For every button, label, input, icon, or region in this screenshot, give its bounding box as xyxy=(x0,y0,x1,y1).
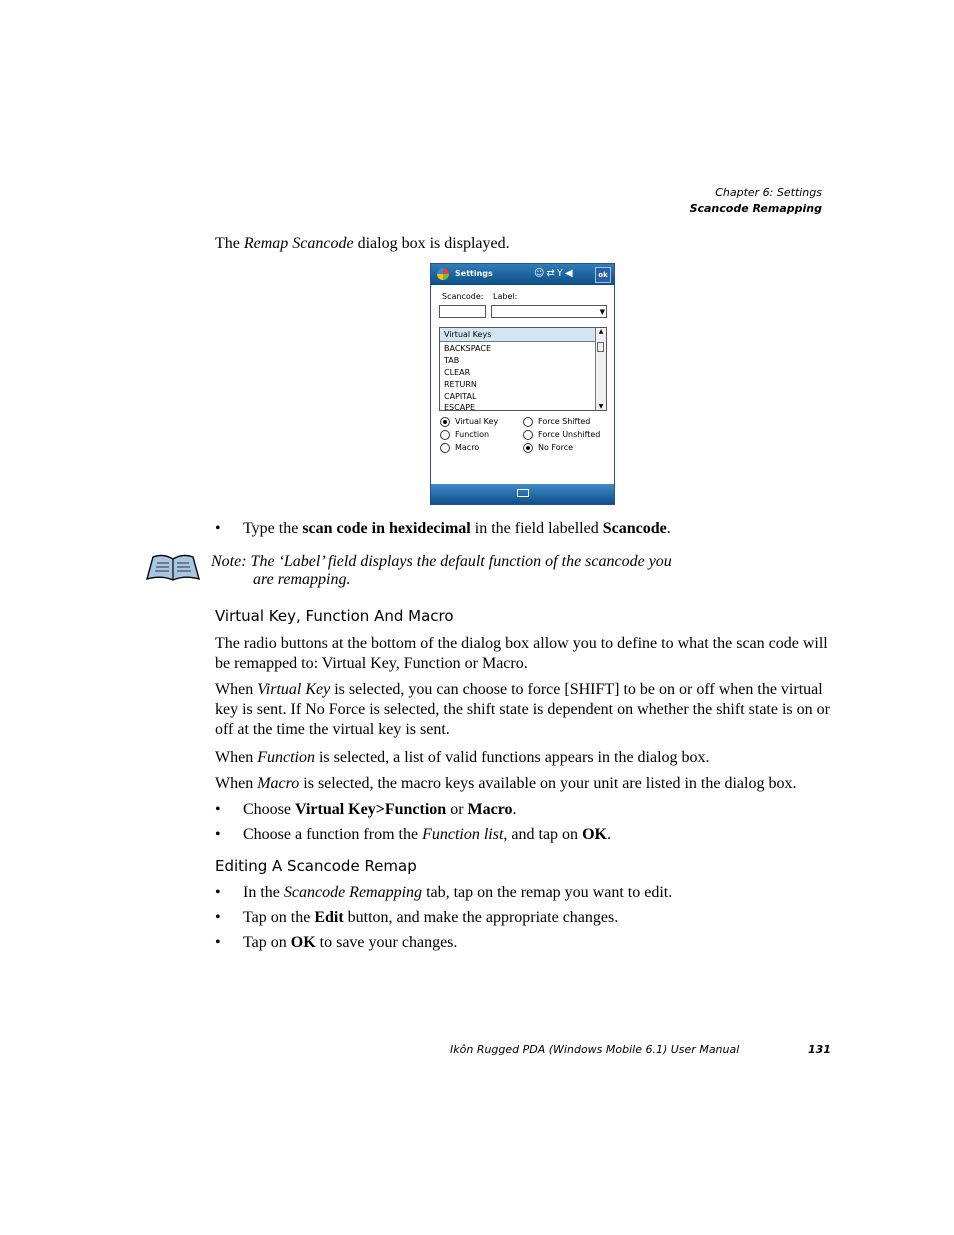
radio-icon xyxy=(440,443,450,453)
bullet-text: Choose a function from the Function list, and tap on OK. xyxy=(243,826,611,843)
radio-label: No Force xyxy=(538,443,574,452)
radio-selected-icon xyxy=(523,443,533,453)
note-line-2: are remapping. xyxy=(253,571,351,588)
radio-icon xyxy=(523,417,533,427)
bullet-dot: • xyxy=(215,826,221,843)
chevron-down-icon: ▼ xyxy=(599,308,605,316)
scrollbar-thumb[interactable] xyxy=(597,342,604,352)
bullet-text: In the Scancode Remapping tab, tap on the remap you want to edit. xyxy=(243,884,673,901)
section-heading-editing: Editing A Scancode Remap xyxy=(215,857,417,875)
section-heading-virtual-key: Virtual Key, Function And Macro xyxy=(215,607,454,625)
bullet-dot: • xyxy=(215,909,221,926)
radio-label: Force Shifted xyxy=(538,417,591,426)
list-scrollbar[interactable] xyxy=(595,328,606,410)
bullet-dot: • xyxy=(215,934,221,951)
virtual-keys-list[interactable] xyxy=(439,327,607,411)
device-screenshot xyxy=(430,263,615,505)
bullet-text: Type the scan code in hexidecimal in the field labelled Scancode. xyxy=(243,520,671,537)
bullet-text: Choose Virtual Key>Function or Macro. xyxy=(243,801,517,818)
scancode-label: Scancode: xyxy=(442,292,484,301)
list-item[interactable]: CAPITAL xyxy=(444,392,477,401)
footer-manual-title: Ikôn Rugged PDA (Windows Mobile 6.1) User Manual xyxy=(450,1043,740,1056)
radio-label: Function xyxy=(455,430,490,439)
list-item[interactable]: TAB xyxy=(444,356,460,365)
radio-selected-icon xyxy=(440,417,450,427)
bullet-dot: • xyxy=(215,884,221,901)
note-line-1: Note: The ‘Label’ field displays the default function of the scancode you xyxy=(211,553,672,570)
status-icons: ☺⇄Y◀ xyxy=(534,268,575,279)
paragraph-function: When Function is selected, a list of valid functions appears in the dialog box. xyxy=(215,749,710,766)
paragraph-radio-buttons: The radio buttons at the bottom of the dialog box allow you to define to what the scan code will be remapped to: Virtual Key, Function or Macro. xyxy=(215,635,828,672)
keyboard-icon[interactable] xyxy=(517,489,529,497)
bullet-text: Tap on the Edit button, and make the appropriate changes. xyxy=(243,909,619,926)
note-block xyxy=(211,553,672,589)
paragraph-macro: When Macro is selected, the macro keys available on your unit are listed in the dialog box. xyxy=(215,775,797,792)
windows-start-icon[interactable] xyxy=(437,268,449,280)
footer-page-number: 131 xyxy=(808,1043,831,1056)
radio-label: Virtual Key xyxy=(455,417,499,426)
radio-label: Force Unshifted xyxy=(538,430,601,439)
intro-text-end: dialog box is displayed. xyxy=(353,235,510,252)
header-chapter: Chapter 6: Settings xyxy=(715,186,822,199)
book-note-icon xyxy=(145,551,201,583)
scroll-down-icon[interactable]: ▼ xyxy=(598,403,604,410)
soft-key-bar xyxy=(431,484,614,504)
list-item[interactable]: RETURN xyxy=(444,380,477,389)
list-item[interactable]: BACKSPACE xyxy=(444,344,492,353)
scroll-up-icon[interactable]: ▲ xyxy=(598,328,604,335)
list-header[interactable]: Virtual Keys xyxy=(440,328,597,342)
intro-paragraph xyxy=(215,234,830,254)
radio-label: Macro xyxy=(455,443,480,452)
label-label: Label: xyxy=(493,292,518,301)
list-item[interactable]: CLEAR xyxy=(444,368,471,377)
window-title: Settings xyxy=(455,269,493,278)
bullet-dot: • xyxy=(215,520,221,537)
label-dropdown[interactable] xyxy=(491,305,607,318)
bullet-text: Tap on OK to save your changes. xyxy=(243,934,458,951)
ok-button[interactable]: ok xyxy=(595,267,611,283)
paragraph-virtual-key: When Virtual Key is selected, you can choose to force [SHIFT] to be on or off when the virtual key is sent. If No Force is selected, the shift state is dependent on whether the shift state is on or off at the time the virtual key is sent. xyxy=(215,681,830,738)
radio-icon xyxy=(523,430,533,440)
scancode-input[interactable] xyxy=(439,305,486,318)
list-item[interactable]: ESCAPE xyxy=(444,403,476,411)
bullet-dot: • xyxy=(215,801,221,818)
radio-icon xyxy=(440,430,450,440)
title-bar xyxy=(431,264,614,285)
header-section: Scancode Remapping xyxy=(689,202,822,215)
intro-dialog-name: Remap Scancode xyxy=(243,235,354,252)
intro-text: The xyxy=(215,235,244,252)
